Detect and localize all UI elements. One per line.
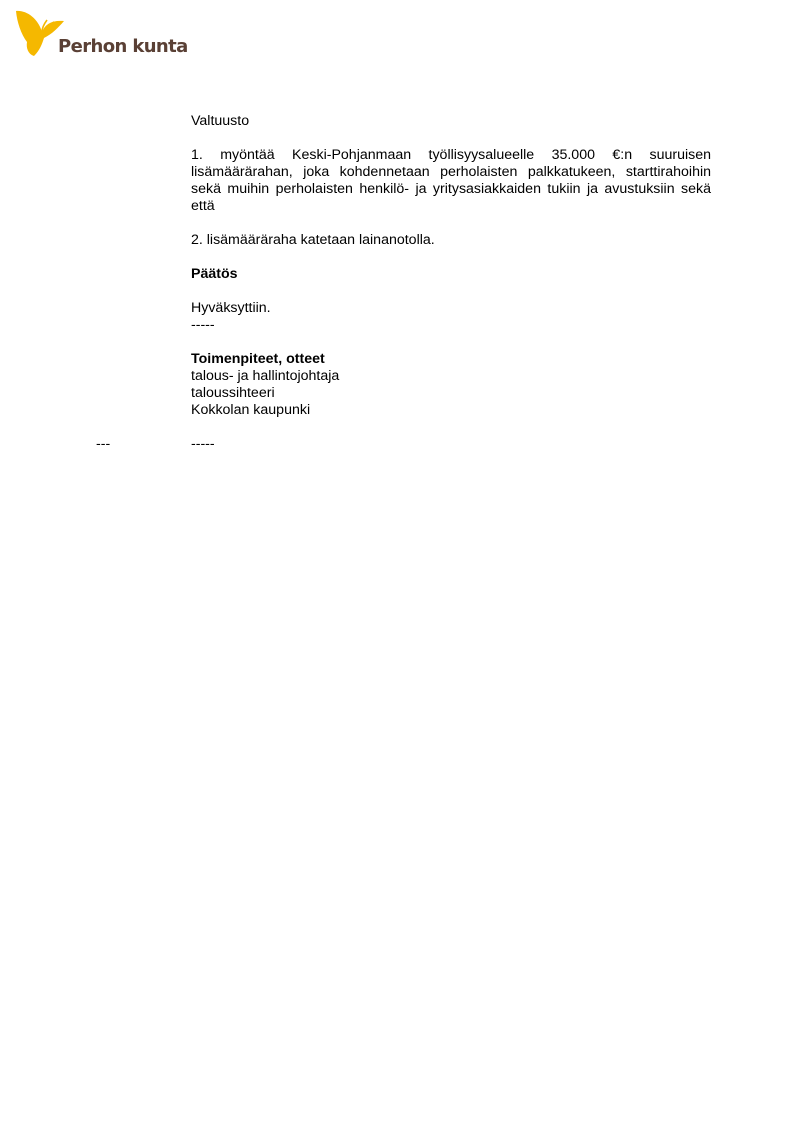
intro-text: Valtuusto	[191, 113, 250, 129]
proposal-item-2: 2. lisämääräraha katetaan lainanotolla.	[191, 232, 435, 248]
page-header	[14, 8, 204, 60]
actions-heading: Toimenpiteet, otteet	[191, 351, 325, 367]
action-item: taloussihteeri	[191, 385, 275, 401]
footer-right-separator: -----	[191, 436, 215, 452]
footer-left-separator: ---	[96, 436, 111, 452]
logo-text: Perhon kunta	[58, 36, 188, 57]
proposal-item-1: 1. myöntää Keski-Pohjanmaan työllisyysalueelle 35.000 €:n suuruisen lisämäärärahan, joka kohdennetaan perholaisten palkkatukeen, starttirahoihin sekä muihin perholaisten henkilö- ja yritysasiakkaiden tukiin ja avustuksiin sekä että	[191, 147, 711, 214]
action-item: talous- ja hallintojohtaja	[191, 368, 340, 384]
decision-heading: Päätös	[191, 266, 238, 282]
actions-section	[191, 351, 711, 419]
document-body	[191, 113, 711, 436]
decision-text: Hyväksyttiin.	[191, 300, 271, 316]
action-item: Kokkolan kaupunki	[191, 402, 311, 418]
decision-separator: -----	[191, 317, 215, 333]
